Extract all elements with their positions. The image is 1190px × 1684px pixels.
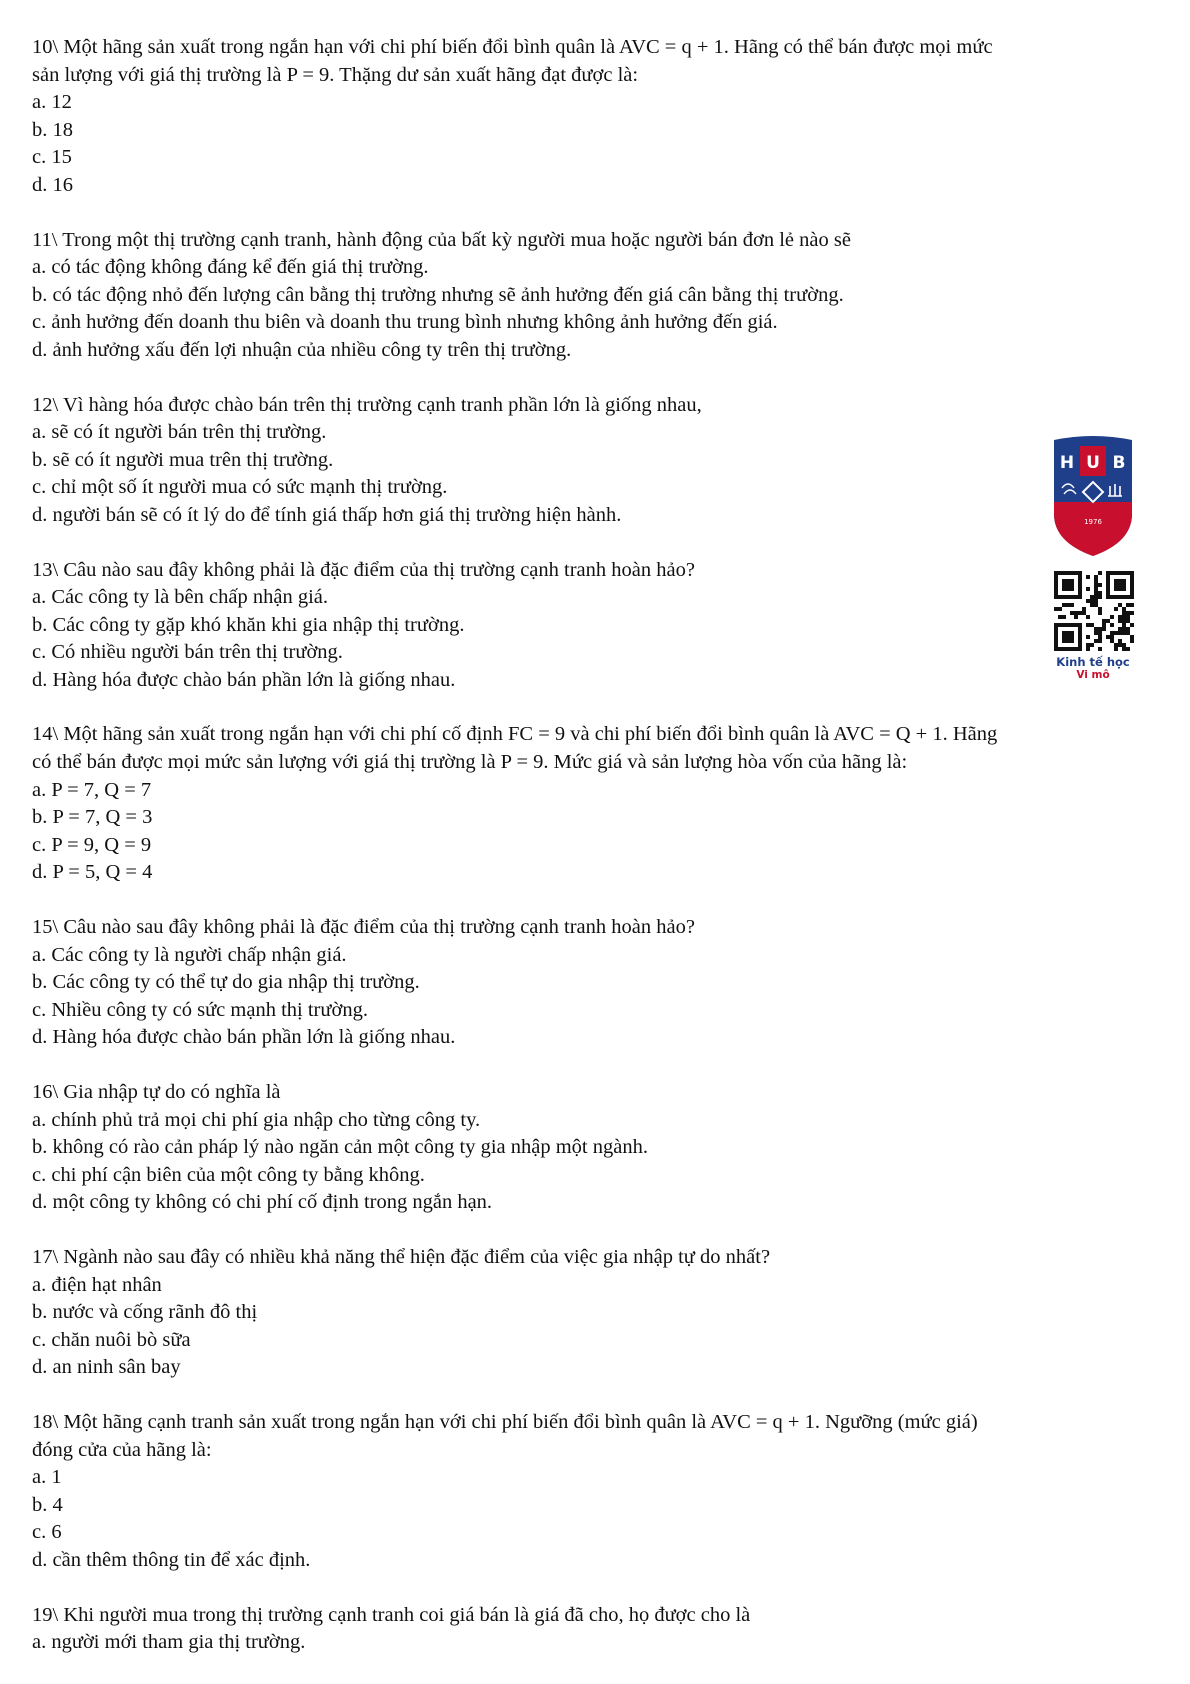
option-c: c. chăn nuôi bò sữa <box>32 1328 191 1351</box>
question-stem-line: có thể bán được mọi mức sản lượng với giá thị trường là P = 9. Mức giá và sản lượng hòa vốn của hãng là: <box>32 751 908 774</box>
option-b: b. có tác động nhỏ đến lượng cân bằng thị trường nhưng sẽ ảnh hưởng đến giá cân bằng thị trường. <box>32 283 844 306</box>
option-c: c. P = 9, Q = 9 <box>32 833 152 856</box>
question-12 <box>32 392 1162 530</box>
question-stem-line: 16\ Gia nhập tự do có nghĩa là <box>32 1081 281 1103</box>
logo-letter-h: H <box>1059 453 1075 473</box>
question-stem-line: 10\ Một hãng sản xuất trong ngắn hạn với chi phí biến đổi bình quân là AVC = q + 1. Hãng có thể bán được mọi mức <box>32 36 993 58</box>
option-d: d. cần thêm thông tin để xác định. <box>32 1548 311 1571</box>
question-18 <box>32 1409 1162 1575</box>
option-a: a. Các công ty là bên chấp nhận giá. <box>32 586 328 609</box>
logo-caption-line1: Kinh tế học <box>1056 655 1130 669</box>
option-b: b. không có rào cản pháp lý nào ngăn cản một công ty gia nhập một ngành. <box>32 1136 648 1159</box>
logo-caption-line2: Vi mô <box>1076 669 1110 681</box>
option-a: a. 12 <box>32 91 72 114</box>
option-b: b. nước và cống rãnh đô thị <box>32 1301 258 1324</box>
question-stem-line: sản lượng với giá thị trường là P = 9. Thặng dư sản xuất hãng đạt được là: <box>32 63 639 86</box>
hub-logo-badge <box>1050 434 1136 682</box>
option-c: c. 6 <box>32 1521 62 1544</box>
qr-code-icon <box>1054 571 1134 651</box>
question-stem-line: 19\ Khi người mua trong thị trường cạnh tranh coi giá bán là giá đã cho, họ được cho là <box>32 1603 751 1626</box>
option-c: c. chỉ một số ít người mua có sức mạnh thị trường. <box>32 476 448 499</box>
option-a: a. có tác động không đáng kể đến giá thị trường. <box>32 256 429 279</box>
question-stem-line: đóng cửa của hãng là: <box>32 1438 212 1461</box>
option-d: d. P = 5, Q = 4 <box>32 861 153 884</box>
question-stem-line: 11\ Trong một thị trường cạnh tranh, hành động của bất kỳ người mua hoặc người bán đơn lẻ nào sẽ <box>32 228 851 251</box>
option-a: a. chính phủ trả mọi chi phí gia nhập cho từng công ty. <box>32 1108 481 1131</box>
question-stem-line: 15\ Câu nào sau đây không phải là đặc điểm của thị trường cạnh tranh hoàn hảo? <box>32 916 695 939</box>
question-17 <box>32 1244 1162 1382</box>
option-d: d. Hàng hóa được chào bán phần lớn là giống nhau. <box>32 668 456 691</box>
hub-shield-logo <box>1050 434 1136 558</box>
option-c: c. chi phí cận biên của một công ty bằng không. <box>32 1163 425 1186</box>
option-c: c. Có nhiều người bán trên thị trường. <box>32 641 343 664</box>
option-a: a. P = 7, Q = 7 <box>32 778 152 801</box>
option-b: b. Các công ty có thể tự do gia nhập thị trường. <box>32 971 420 994</box>
option-a: a. sẽ có ít người bán trên thị trường. <box>32 421 327 444</box>
question-stem-line: 17\ Ngành nào sau đây có nhiều khả năng thể hiện đặc điểm của việc gia nhập tự do nhất? <box>32 1245 771 1268</box>
option-b: b. P = 7, Q = 3 <box>32 806 153 829</box>
question-16 <box>32 1079 1162 1217</box>
question-stem-line: 12\ Vì hàng hóa được chào bán trên thị trường cạnh tranh phần lớn là giống nhau, <box>32 393 702 416</box>
question-11 <box>32 227 1162 365</box>
question-19 <box>32 1602 1162 1657</box>
option-b: b. 4 <box>32 1493 63 1516</box>
logo-year: 1976 <box>1084 518 1102 526</box>
question-stem-line: 14\ Một hãng sản xuất trong ngắn hạn với chi phí cố định FC = 9 và chi phí biến đổi bình quân là AVC = Q + 1. Hãng <box>32 723 998 746</box>
logo-letter-u: U <box>1086 453 1100 473</box>
option-a: a. điện hạt nhân <box>32 1273 162 1296</box>
question-14 <box>32 721 1162 887</box>
option-c: c. 15 <box>32 146 72 169</box>
option-d: d. 16 <box>32 173 73 196</box>
option-d: d. ảnh hưởng xấu đến lợi nhuận của nhiều công ty trên thị trường. <box>32 338 572 361</box>
question-13 <box>32 557 1162 695</box>
logo-letter-b: B <box>1112 453 1126 473</box>
document-page <box>32 34 1162 1684</box>
option-c: c. Nhiều công ty có sức mạnh thị trường. <box>32 998 368 1021</box>
option-a: a. người mới tham gia thị trường. <box>32 1631 306 1654</box>
option-d: d. một công ty không có chi phí cố định trong ngắn hạn. <box>32 1191 493 1214</box>
option-b: b. 18 <box>32 118 73 141</box>
option-d: d. an ninh sân bay <box>32 1356 181 1379</box>
option-a: a. 1 <box>32 1466 62 1489</box>
question-15 <box>32 914 1162 1052</box>
question-stem-line: 18\ Một hãng cạnh tranh sản xuất trong ngắn hạn với chi phí biến đổi bình quân là AVC = q + 1. Ngưỡng (mức giá) <box>32 1410 978 1433</box>
option-a: a. Các công ty là người chấp nhận giá. <box>32 943 347 966</box>
option-b: b. Các công ty gặp khó khăn khi gia nhập thị trường. <box>32 613 465 636</box>
option-c: c. ảnh hưởng đến doanh thu biên và doanh thu trung bình nhưng không ảnh hưởng đến giá. <box>32 311 778 334</box>
option-d: d. người bán sẽ có ít lý do để tính giá thấp hơn giá thị trường hiện hành. <box>32 503 622 526</box>
option-d: d. Hàng hóa được chào bán phần lớn là giống nhau. <box>32 1026 456 1049</box>
question-10 <box>32 34 1162 200</box>
question-stem-line: 13\ Câu nào sau đây không phải là đặc điểm của thị trường cạnh tranh hoàn hảo? <box>32 558 695 581</box>
option-b: b. sẽ có ít người mua trên thị trường. <box>32 448 334 471</box>
